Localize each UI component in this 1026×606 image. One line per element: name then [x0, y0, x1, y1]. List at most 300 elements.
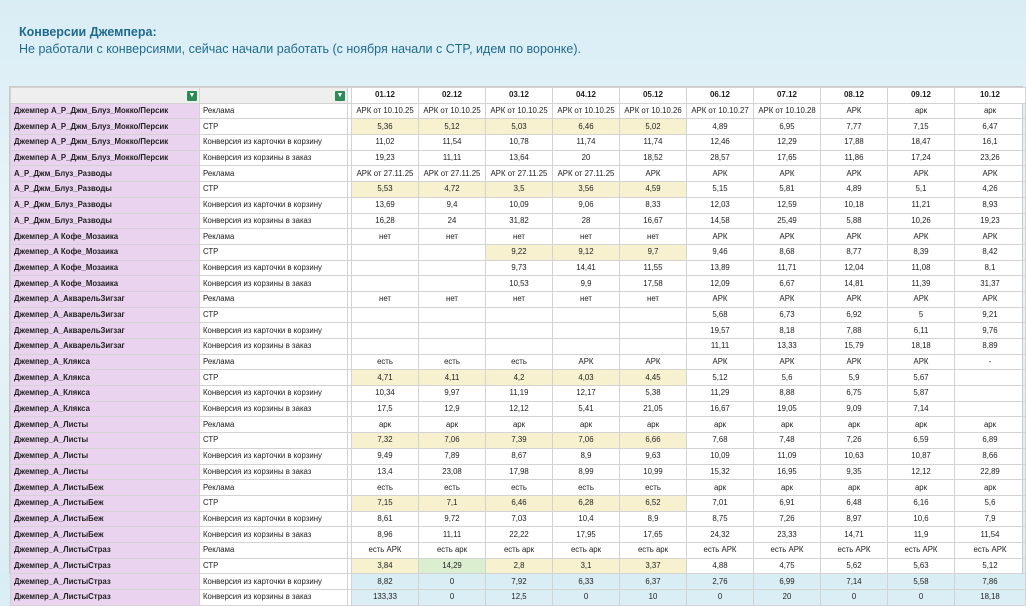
value-cell[interactable]: 3,84	[352, 558, 419, 574]
value-cell[interactable]: 9,63	[620, 448, 687, 464]
value-cell[interactable]: 14,58	[687, 213, 754, 229]
value-cell[interactable]: 17,24	[888, 150, 955, 166]
value-cell[interactable]: 17,98	[486, 464, 553, 480]
value-cell[interactable]: 11,21	[888, 197, 955, 213]
value-cell[interactable]: 133,33	[352, 590, 419, 606]
value-cell[interactable]: 9,4	[419, 197, 486, 213]
value-cell[interactable]: нет	[419, 229, 486, 245]
metric-cell[interactable]: Реклама	[200, 417, 348, 433]
value-cell[interactable]: 0	[821, 590, 888, 606]
product-name-cell[interactable]: Джемпер_А_ЛистыБеж	[11, 527, 200, 543]
value-cell[interactable]: 19,05	[754, 401, 821, 417]
value-cell[interactable]: 6,92	[821, 307, 888, 323]
value-cell[interactable]: АРК от 10.10.27	[687, 103, 754, 119]
value-cell[interactable]: 4,88	[687, 558, 754, 574]
value-cell[interactable]: 9,46	[687, 244, 754, 260]
value-cell[interactable]: АРК	[821, 229, 888, 245]
value-cell[interactable]: 4,2	[486, 370, 553, 386]
value-cell[interactable]: АРК	[955, 291, 1026, 307]
value-cell[interactable]	[955, 401, 1026, 417]
value-cell[interactable]: 11,54	[419, 135, 486, 151]
value-cell[interactable]: 5,53	[352, 182, 419, 198]
value-cell[interactable]: 11,11	[687, 339, 754, 355]
value-cell[interactable]: 7,68	[687, 433, 754, 449]
value-cell[interactable]: 17,65	[754, 150, 821, 166]
value-cell[interactable]: 11,39	[888, 276, 955, 292]
value-cell[interactable]: есть арк	[419, 542, 486, 558]
product-name-cell[interactable]: Джемпер_А_ЛистыСтраз	[11, 542, 200, 558]
value-cell[interactable]: нет	[419, 291, 486, 307]
product-name-cell[interactable]: А_Р_Джм_Блуз_Разводы	[11, 197, 200, 213]
value-cell[interactable]: АРК	[821, 103, 888, 119]
value-cell[interactable]: 5,38	[620, 386, 687, 402]
value-cell[interactable]: 7,03	[486, 511, 553, 527]
value-cell[interactable]: 11,74	[553, 135, 620, 151]
value-cell[interactable]: 11,86	[821, 150, 888, 166]
metric-cell[interactable]: Реклама	[200, 480, 348, 496]
value-cell[interactable]: есть АРК	[955, 542, 1026, 558]
value-cell[interactable]: 6,47	[955, 119, 1026, 135]
value-cell[interactable]: 9,09	[821, 401, 888, 417]
value-cell[interactable]: 5,68	[687, 307, 754, 323]
value-cell[interactable]: 6,66	[620, 433, 687, 449]
value-cell[interactable]: есть	[352, 480, 419, 496]
value-cell[interactable]: АРК	[888, 291, 955, 307]
value-cell[interactable]: 10,99	[620, 464, 687, 480]
product-name-cell[interactable]: Джемпер_А_АкварельЗигзаг	[11, 323, 200, 339]
value-cell[interactable]: 10,4	[553, 511, 620, 527]
value-cell[interactable]: 8,1	[955, 260, 1026, 276]
value-cell[interactable]: АРК от 27.11.25	[352, 166, 419, 182]
product-name-cell[interactable]: Джемпер_А Кофе_Мозаика	[11, 276, 200, 292]
value-cell[interactable]: есть	[419, 354, 486, 370]
value-cell[interactable]: 17,65	[620, 527, 687, 543]
metric-column-header[interactable]	[200, 88, 348, 104]
value-cell[interactable]: 10,87	[888, 448, 955, 464]
value-cell[interactable]: 8,77	[821, 244, 888, 260]
value-cell[interactable]: 7,26	[754, 511, 821, 527]
value-cell[interactable]: 8,96	[352, 527, 419, 543]
value-cell[interactable]: АРК	[888, 229, 955, 245]
value-cell[interactable]: арк	[553, 417, 620, 433]
value-cell[interactable]: 6,28	[553, 495, 620, 511]
value-cell[interactable]: 5,12	[687, 370, 754, 386]
value-cell[interactable]: 7,1	[419, 495, 486, 511]
value-cell[interactable]: 5,03	[486, 119, 553, 135]
value-cell[interactable]: нет	[486, 291, 553, 307]
value-cell[interactable]: 4,89	[821, 182, 888, 198]
value-cell[interactable]: 11,54	[955, 527, 1026, 543]
value-cell[interactable]: 13,4	[352, 464, 419, 480]
value-cell[interactable]	[352, 339, 419, 355]
product-name-cell[interactable]: Джемпер_А_Листы	[11, 433, 200, 449]
value-cell[interactable]: 19,57	[687, 323, 754, 339]
value-cell[interactable]	[352, 276, 419, 292]
value-cell[interactable]: 22,22	[486, 527, 553, 543]
value-cell[interactable]: 10,34	[352, 386, 419, 402]
value-cell[interactable]: АРК	[687, 291, 754, 307]
value-cell[interactable]: 9,21	[955, 307, 1026, 323]
value-cell[interactable]: АРК	[620, 166, 687, 182]
value-cell[interactable]: 21,05	[620, 401, 687, 417]
value-cell[interactable]: 7,86	[955, 574, 1026, 590]
metric-cell[interactable]: Конверсия из карточки в корзину	[200, 197, 348, 213]
value-cell[interactable]: 31,82	[486, 213, 553, 229]
value-cell[interactable]: 8,9	[620, 511, 687, 527]
value-cell[interactable]: АРК	[754, 166, 821, 182]
value-cell[interactable]: арк	[352, 417, 419, 433]
value-cell[interactable]: 5,63	[888, 558, 955, 574]
value-cell[interactable]: 19,23	[955, 213, 1026, 229]
value-cell[interactable]: 5,67	[888, 370, 955, 386]
value-cell[interactable]: 4,45	[620, 370, 687, 386]
value-cell[interactable]: 7,48	[754, 433, 821, 449]
value-cell[interactable]	[955, 386, 1026, 402]
value-cell[interactable]: 6,91	[754, 495, 821, 511]
value-cell[interactable]: 8,9	[553, 448, 620, 464]
value-cell[interactable]: 7,39	[486, 433, 553, 449]
value-cell[interactable]: 6,46	[553, 119, 620, 135]
value-cell[interactable]: есть арк	[620, 542, 687, 558]
value-cell[interactable]: АРК от 10.10.25	[419, 103, 486, 119]
value-cell[interactable]: 10,09	[486, 197, 553, 213]
product-name-cell[interactable]: Джемпер_А_АкварельЗигзаг	[11, 307, 200, 323]
value-cell[interactable]: 10	[620, 590, 687, 606]
value-cell[interactable]: нет	[352, 229, 419, 245]
value-cell[interactable]: 5,1	[888, 182, 955, 198]
value-cell[interactable]: есть АРК	[687, 542, 754, 558]
value-cell[interactable]: 4,26	[955, 182, 1026, 198]
value-cell[interactable]: 3,37	[620, 558, 687, 574]
value-cell[interactable]: арк	[821, 480, 888, 496]
value-cell[interactable]: 17,5	[352, 401, 419, 417]
value-cell[interactable]	[352, 323, 419, 339]
value-cell[interactable]: АРК	[955, 166, 1026, 182]
value-cell[interactable]: АРК	[821, 166, 888, 182]
metric-cell[interactable]: Реклама	[200, 229, 348, 245]
product-name-cell[interactable]: Джемпер_А_Листы	[11, 417, 200, 433]
value-cell[interactable]	[419, 339, 486, 355]
value-cell[interactable]: 8,99	[553, 464, 620, 480]
value-cell[interactable]: арк	[754, 417, 821, 433]
value-cell[interactable]: 9,7	[620, 244, 687, 260]
value-cell[interactable]: 9,12	[553, 244, 620, 260]
value-cell[interactable]: 5,12	[419, 119, 486, 135]
value-cell[interactable]: 0	[553, 590, 620, 606]
value-cell[interactable]: есть АРК	[888, 542, 955, 558]
value-cell[interactable]: есть	[352, 354, 419, 370]
product-name-cell[interactable]: Джемпер_А_ЛистыСтраз	[11, 574, 200, 590]
value-cell[interactable]: 5,88	[821, 213, 888, 229]
value-cell[interactable]: арк	[486, 417, 553, 433]
value-cell[interactable]	[955, 370, 1026, 386]
value-cell[interactable]: АРК от 10.10.28	[754, 103, 821, 119]
value-cell[interactable]: 8,18	[754, 323, 821, 339]
value-cell[interactable]: 28,57	[687, 150, 754, 166]
value-cell[interactable]: 6,46	[486, 495, 553, 511]
value-cell[interactable]: 7,32	[352, 433, 419, 449]
value-cell[interactable]: 14,29	[419, 558, 486, 574]
metric-cell[interactable]: СТР	[200, 558, 348, 574]
product-name-cell[interactable]: Джемпер_А Кофе_Мозаика	[11, 244, 200, 260]
product-name-cell[interactable]: Джемпер_А_Листы	[11, 448, 200, 464]
value-cell[interactable]: АРК	[888, 354, 955, 370]
value-cell[interactable]: 19,23	[352, 150, 419, 166]
value-cell[interactable]: есть АРК	[754, 542, 821, 558]
value-cell[interactable]: 8,33	[620, 197, 687, 213]
value-cell[interactable]: 31,37	[955, 276, 1026, 292]
value-cell[interactable]: 12,29	[754, 135, 821, 151]
metric-cell[interactable]: Конверсия из корзины в заказ	[200, 527, 348, 543]
value-cell[interactable]: 6,99	[754, 574, 821, 590]
value-cell[interactable]: АРК от 27.11.25	[553, 166, 620, 182]
value-cell[interactable]: нет	[620, 229, 687, 245]
value-cell[interactable]: 6,73	[754, 307, 821, 323]
value-cell[interactable]: 7,01	[687, 495, 754, 511]
product-name-cell[interactable]: Джемпер_А_ЛистыСтраз	[11, 590, 200, 606]
value-cell[interactable]	[553, 307, 620, 323]
value-cell[interactable]: 9,73	[486, 260, 553, 276]
value-cell[interactable]: 8,93	[955, 197, 1026, 213]
metric-cell[interactable]: Конверсия из корзины в заказ	[200, 590, 348, 606]
value-cell[interactable]: 12,09	[687, 276, 754, 292]
value-cell[interactable]: 6,33	[553, 574, 620, 590]
value-cell[interactable]: 2,8	[486, 558, 553, 574]
value-cell[interactable]: 5,12	[955, 558, 1026, 574]
value-cell[interactable]: АРК от 27.11.25	[486, 166, 553, 182]
value-cell[interactable]	[352, 307, 419, 323]
value-cell[interactable]: 11,29	[687, 386, 754, 402]
value-cell[interactable]: 14,71	[821, 527, 888, 543]
value-cell[interactable]: есть АРК	[821, 542, 888, 558]
value-cell[interactable]: 10,09	[687, 448, 754, 464]
value-cell[interactable]	[620, 339, 687, 355]
metric-cell[interactable]: СТР	[200, 307, 348, 323]
value-cell[interactable]: 18,18	[955, 590, 1026, 606]
value-cell[interactable]: 6,11	[888, 323, 955, 339]
value-cell[interactable]: 8,89	[955, 339, 1026, 355]
value-cell[interactable]: 10,63	[821, 448, 888, 464]
value-cell[interactable]: 10,6	[888, 511, 955, 527]
value-cell[interactable]: 9,76	[955, 323, 1026, 339]
value-cell[interactable]: есть	[620, 480, 687, 496]
value-cell[interactable]: 12,5	[486, 590, 553, 606]
value-cell[interactable]: АРК	[754, 354, 821, 370]
metric-cell[interactable]: Реклама	[200, 103, 348, 119]
value-cell[interactable]: 15,79	[821, 339, 888, 355]
value-cell[interactable]: есть	[419, 480, 486, 496]
value-cell[interactable]: есть	[553, 480, 620, 496]
value-cell[interactable]	[352, 244, 419, 260]
value-cell[interactable]: 6,75	[821, 386, 888, 402]
value-cell[interactable]	[419, 244, 486, 260]
product-name-cell[interactable]: Джемпер_А_Клякса	[11, 401, 200, 417]
value-cell[interactable]: 12,12	[486, 401, 553, 417]
value-cell[interactable]: 11,11	[419, 150, 486, 166]
value-cell[interactable]: АРК от 10.10.25	[352, 103, 419, 119]
value-cell[interactable]: 4,71	[352, 370, 419, 386]
name-column-header[interactable]	[11, 88, 200, 104]
value-cell[interactable]: 8,75	[687, 511, 754, 527]
value-cell[interactable]: 4,11	[419, 370, 486, 386]
product-name-cell[interactable]: Джемпер_А Кофе_Мозаика	[11, 229, 200, 245]
value-cell[interactable]: 16,67	[687, 401, 754, 417]
value-cell[interactable]	[620, 323, 687, 339]
value-cell[interactable]: есть	[486, 354, 553, 370]
value-cell[interactable]: есть АРК	[352, 542, 419, 558]
value-cell[interactable]: АРК от 10.10.26	[620, 103, 687, 119]
value-cell[interactable]: нет	[486, 229, 553, 245]
value-cell[interactable]	[419, 276, 486, 292]
metric-cell[interactable]: СТР	[200, 370, 348, 386]
value-cell[interactable]	[486, 307, 553, 323]
value-cell[interactable]	[352, 260, 419, 276]
metric-cell[interactable]: Реклама	[200, 166, 348, 182]
value-cell[interactable]: 17,95	[553, 527, 620, 543]
value-cell[interactable]: 7,77	[821, 119, 888, 135]
product-name-cell[interactable]: А_Р_Джм_Блуз_Разводы	[11, 166, 200, 182]
value-cell[interactable]: есть арк	[486, 542, 553, 558]
value-cell[interactable]: нет	[553, 229, 620, 245]
metric-cell[interactable]: СТР	[200, 182, 348, 198]
value-cell[interactable]: 11,74	[620, 135, 687, 151]
value-cell[interactable]: 0	[419, 574, 486, 590]
value-cell[interactable]: АРК от 27.11.25	[419, 166, 486, 182]
value-cell[interactable]: АРК	[687, 229, 754, 245]
value-cell[interactable]: 8,39	[888, 244, 955, 260]
value-cell[interactable]: 2,76	[687, 574, 754, 590]
value-cell[interactable]: есть	[486, 480, 553, 496]
value-cell[interactable]: 5,62	[821, 558, 888, 574]
value-cell[interactable]: 6,95	[754, 119, 821, 135]
value-cell[interactable]: АРК от 10.10.25	[486, 103, 553, 119]
value-cell[interactable]: арк	[419, 417, 486, 433]
value-cell[interactable]: 11,02	[352, 135, 419, 151]
value-cell[interactable]: 6,67	[754, 276, 821, 292]
value-cell[interactable]: 4,75	[754, 558, 821, 574]
filter-icon[interactable]: ▼	[188, 92, 196, 100]
value-cell[interactable]: 11,09	[754, 448, 821, 464]
value-cell[interactable]: 7,14	[821, 574, 888, 590]
value-cell[interactable]: АРК	[955, 229, 1026, 245]
value-cell[interactable]: 8,88	[754, 386, 821, 402]
value-cell[interactable]: арк	[620, 417, 687, 433]
value-cell[interactable]: 7,15	[352, 495, 419, 511]
value-cell[interactable]: 5,36	[352, 119, 419, 135]
product-name-cell[interactable]: Джемпер_А_Клякса	[11, 370, 200, 386]
product-name-cell[interactable]: Джемпер_А_Клякса	[11, 386, 200, 402]
product-name-cell[interactable]: Джемпер_А_ЛистыБеж	[11, 511, 200, 527]
metric-cell[interactable]: Конверсия из корзины в заказ	[200, 213, 348, 229]
value-cell[interactable]: 6,16	[888, 495, 955, 511]
value-cell[interactable]: 17,58	[620, 276, 687, 292]
value-cell[interactable]: 12,04	[821, 260, 888, 276]
value-cell[interactable]: арк	[888, 480, 955, 496]
metric-cell[interactable]: Конверсия из корзины в заказ	[200, 401, 348, 417]
product-name-cell[interactable]: А_Р_Джм_Блуз_Разводы	[11, 182, 200, 198]
value-cell[interactable]: 6,48	[821, 495, 888, 511]
product-name-cell[interactable]: Джемпер_А_Листы	[11, 464, 200, 480]
value-cell[interactable]: АРК от 10.10.25	[553, 103, 620, 119]
value-cell[interactable]: арк	[955, 103, 1026, 119]
value-cell[interactable]: 11,11	[419, 527, 486, 543]
product-name-cell[interactable]: Джемпер_А_ЛистыСтраз	[11, 558, 200, 574]
value-cell[interactable]: 5,58	[888, 574, 955, 590]
value-cell[interactable]: 23,08	[419, 464, 486, 480]
product-name-cell[interactable]: Джемпер А_Р_Джм_Блуз_Мокко/Персик	[11, 119, 200, 135]
value-cell[interactable]: 20	[754, 590, 821, 606]
value-cell[interactable]	[553, 323, 620, 339]
value-cell[interactable]: 5	[888, 307, 955, 323]
value-cell[interactable]: 7,15	[888, 119, 955, 135]
metric-cell[interactable]: Конверсия из корзины в заказ	[200, 464, 348, 480]
value-cell[interactable]: арк	[888, 103, 955, 119]
value-cell[interactable]: 5,15	[687, 182, 754, 198]
value-cell[interactable]: 4,89	[687, 119, 754, 135]
value-cell[interactable]: АРК	[754, 291, 821, 307]
product-name-cell[interactable]: Джемпер А_Р_Джм_Блуз_Мокко/Персик	[11, 135, 200, 151]
value-cell[interactable]: 24,32	[687, 527, 754, 543]
metric-cell[interactable]: Конверсия из карточки в корзину	[200, 323, 348, 339]
product-name-cell[interactable]: Джемпер А_Р_Джм_Блуз_Мокко/Персик	[11, 103, 200, 119]
value-cell[interactable]: 7,89	[419, 448, 486, 464]
value-cell[interactable]: 10,53	[486, 276, 553, 292]
value-cell[interactable]: 12,03	[687, 197, 754, 213]
value-cell[interactable]: 9,49	[352, 448, 419, 464]
product-name-cell[interactable]: Джемпер_А Кофе_Мозаика	[11, 260, 200, 276]
value-cell[interactable]: 5,87	[888, 386, 955, 402]
value-cell[interactable]: 18,52	[620, 150, 687, 166]
product-name-cell[interactable]: Джемпер_А_ЛистыБеж	[11, 495, 200, 511]
metric-cell[interactable]: Конверсия из корзины в заказ	[200, 339, 348, 355]
value-cell[interactable]: 10,18	[821, 197, 888, 213]
value-cell[interactable]: нет	[620, 291, 687, 307]
value-cell[interactable]: АРК	[821, 354, 888, 370]
value-cell[interactable]: 11,08	[888, 260, 955, 276]
value-cell[interactable]: 8,67	[486, 448, 553, 464]
filter-icon[interactable]: ▼	[336, 92, 344, 100]
value-cell[interactable]: 0	[888, 590, 955, 606]
value-cell[interactable]: АРК	[888, 166, 955, 182]
value-cell[interactable]: 11,55	[620, 260, 687, 276]
value-cell[interactable]: 6,59	[888, 433, 955, 449]
metric-cell[interactable]: Конверсия из карточки в корзину	[200, 135, 348, 151]
value-cell[interactable]: 12,9	[419, 401, 486, 417]
value-cell[interactable]: 6,89	[955, 433, 1026, 449]
metric-cell[interactable]: СТР	[200, 244, 348, 260]
value-cell[interactable]: 6,37	[620, 574, 687, 590]
value-cell[interactable]: 12,17	[553, 386, 620, 402]
value-cell[interactable]: АРК	[687, 354, 754, 370]
metric-cell[interactable]: СТР	[200, 495, 348, 511]
value-cell[interactable]: арк	[955, 480, 1026, 496]
value-cell[interactable]: 23,26	[955, 150, 1026, 166]
value-cell[interactable]: арк	[888, 417, 955, 433]
metric-cell[interactable]: Конверсия из корзины в заказ	[200, 276, 348, 292]
value-cell[interactable]: 4,59	[620, 182, 687, 198]
value-cell[interactable]	[620, 307, 687, 323]
value-cell[interactable]: 12,59	[754, 197, 821, 213]
value-cell[interactable]: 5,9	[821, 370, 888, 386]
value-cell[interactable]: 9,9	[553, 276, 620, 292]
value-cell[interactable]: 8,42	[955, 244, 1026, 260]
value-cell[interactable]: 22,89	[955, 464, 1026, 480]
metric-cell[interactable]: Конверсия из карточки в корзину	[200, 574, 348, 590]
value-cell[interactable]: 11,9	[888, 527, 955, 543]
value-cell[interactable]: 13,33	[754, 339, 821, 355]
value-cell[interactable]: 7,26	[821, 433, 888, 449]
value-cell[interactable]: 17,88	[821, 135, 888, 151]
